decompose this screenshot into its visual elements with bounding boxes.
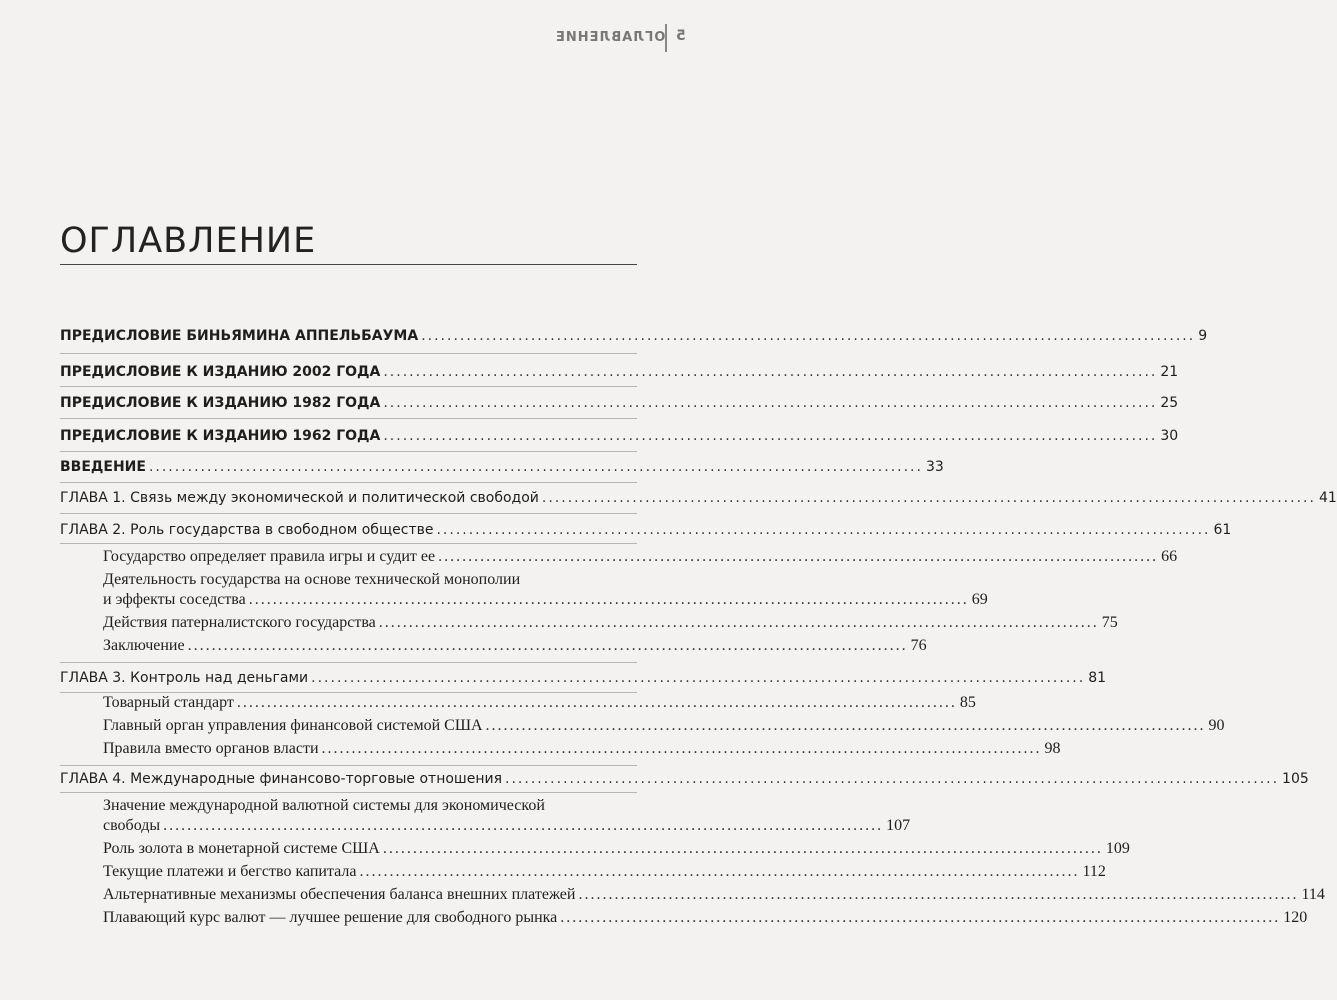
divider [60,543,637,544]
divider [60,765,637,766]
leader-dots: ........................................................................................................................ [541,490,1316,506]
toc-section-page: 66 [1161,548,1178,565]
page-title: ОГЛАВЛЕНИЕ [60,221,317,261]
toc-entry-chapter-3[interactable] [60,670,1107,686]
toc-section-page: 109 [1105,840,1130,857]
toc-section-title-line1[interactable]: Значение международной валютной системы для экономической [103,797,545,814]
toc-section-page: 112 [1082,863,1106,880]
toc-entry-title: ПРЕДИСЛОВИЕ К ИЗДАНИЮ 1982 ГОДА [60,395,381,411]
toc-section-page: 85 [959,694,976,711]
toc-entry-page: 81 [1088,670,1107,686]
leader-dots: ........................................................................................................................ [421,328,1196,344]
toc-section-page: 98 [1044,740,1061,757]
toc-entry-title: ГЛАВА 1. Связь между экономической и политической свободой [60,490,539,506]
toc-entry-chapter-4[interactable] [60,771,1309,787]
leader-dots: ........................................................................................................................ [148,459,923,475]
leader-dots: ........................................................................................................................ [382,840,1103,857]
toc-section-page: 90 [1208,717,1225,734]
toc-section-title: Альтернативные механизмы обеспечения баланса внешних платежей [103,886,576,903]
toc-entry-foreword-2002[interactable] [60,364,1179,380]
toc-entry-chapter-2[interactable] [60,522,1232,538]
leader-dots: ........................................................................................................................ [321,740,1042,757]
toc-entry-title: ПРЕДИСЛОВИЕ БИНЬЯМИНА АППЕЛЬБАУМА [60,328,419,344]
divider [60,513,637,514]
leader-dots: ........................................................................................................................ [311,670,1086,686]
toc-entry-page: 30 [1160,428,1179,444]
toc-entry-page: 21 [1160,364,1179,380]
toc-section-title: Роль золота в монетарной системе США [103,840,380,857]
toc-section[interactable] [103,886,1325,904]
leader-dots: ........................................................................................................................ [383,395,1158,411]
toc-section-title: Главный орган управления финансовой системой США [103,717,483,734]
toc-section-title: Правила вместо органов власти [103,740,319,757]
toc-section-page: 76 [910,637,927,654]
divider [60,386,637,387]
toc-section[interactable] [103,863,1106,881]
toc-entry-foreword-1982[interactable] [60,395,1179,411]
leader-dots: ........................................................................................................................ [436,522,1211,538]
toc-entry-page: 33 [925,459,944,475]
toc-entry-introduction[interactable] [60,459,944,475]
leader-dots: ........................................................................................................................ [383,364,1158,380]
leader-dots: ........................................................................................................................ [485,717,1206,734]
divider [60,353,637,354]
leader-dots: ........................................................................................................................ [248,591,969,608]
toc-section[interactable] [103,548,1178,566]
toc-section[interactable] [103,740,1061,758]
toc-section-page: 107 [886,817,911,834]
toc-section[interactable] [103,694,976,712]
toc-section-page: 120 [1283,909,1308,926]
toc-section-title-line2: и эффекты соседства [103,591,246,608]
toc-entry-title: ГЛАВА 2. Роль государства в свободном обществе [60,522,434,538]
toc-section-title: Заключение [103,637,185,654]
toc-section-title: Текущие платежи и бегство капитала [103,863,357,880]
toc-entry-title: ВВЕДЕНИЕ [60,459,146,475]
toc-entry-page: 105 [1282,771,1309,787]
divider [60,792,637,793]
header-page-number: 5 [676,28,686,44]
toc-section-title: Товарный стандарт [103,694,234,711]
title-divider [60,264,637,265]
toc-entry-page: 61 [1213,522,1232,538]
leader-dots: ........................................................................................................................ [236,694,957,711]
toc-section-title: Действия патерналистского государства [103,614,376,631]
toc-entry-foreword-appelbaum[interactable] [60,328,1208,344]
leader-dots: ........................................................................................................................ [359,863,1080,880]
divider [60,451,637,452]
toc-section-page: 69 [971,591,988,608]
divider [60,692,637,693]
leader-dots: ........................................................................................................................ [578,886,1299,903]
divider [60,482,637,483]
divider [60,418,637,419]
toc-section[interactable] [103,591,988,609]
toc-entry-page: 25 [1160,395,1179,411]
toc-section-title-line2: свободы [103,817,161,834]
toc-section-page: 75 [1101,614,1118,631]
leader-dots: ........................................................................................................................ [505,771,1280,787]
leader-dots: ........................................................................................................................ [378,614,1099,631]
toc-section-title-line1[interactable]: Деятельность государства на основе технической монополии [103,571,521,588]
running-header: ОГЛАВЛЕНИЕ [554,30,665,45]
toc-section[interactable] [103,817,911,835]
toc-entry-page: 9 [1198,328,1208,344]
toc-entry-title: ГЛАВА 3. Контроль над деньгами [60,670,309,686]
toc-entry-title: ПРЕДИСЛОВИЕ К ИЗДАНИЮ 1962 ГОДА [60,428,381,444]
toc-section[interactable] [103,717,1225,735]
leader-dots: ........................................................................................................................ [560,909,1281,926]
toc-section[interactable] [103,909,1308,927]
toc-entry-foreword-1962[interactable] [60,428,1179,444]
leader-dots: ........................................................................................................................ [187,637,908,654]
leader-dots: ........................................................................................................................ [163,817,884,834]
toc-entry-title: ПРЕДИСЛОВИЕ К ИЗДАНИЮ 2002 ГОДА [60,364,381,380]
toc-section-page: 114 [1301,886,1325,903]
toc-section-title: Государство определяет правила игры и судит ее [103,548,436,565]
divider [60,662,637,663]
leader-dots: ........................................................................................................................ [383,428,1158,444]
toc-entry-page: 41 [1318,490,1337,506]
toc-section[interactable] [103,840,1130,858]
toc-entry-title: ГЛАВА 4. Международные финансово-торговые отношения [60,771,503,787]
toc-section[interactable] [103,614,1118,632]
toc-section[interactable] [103,637,927,655]
toc-entry-chapter-1[interactable] [60,490,1337,506]
leader-dots: ........................................................................................................................ [438,548,1159,565]
header-divider [665,24,667,52]
toc-section-title: Плавающий курс валют — лучшее решение для свободного рынка [103,909,558,926]
